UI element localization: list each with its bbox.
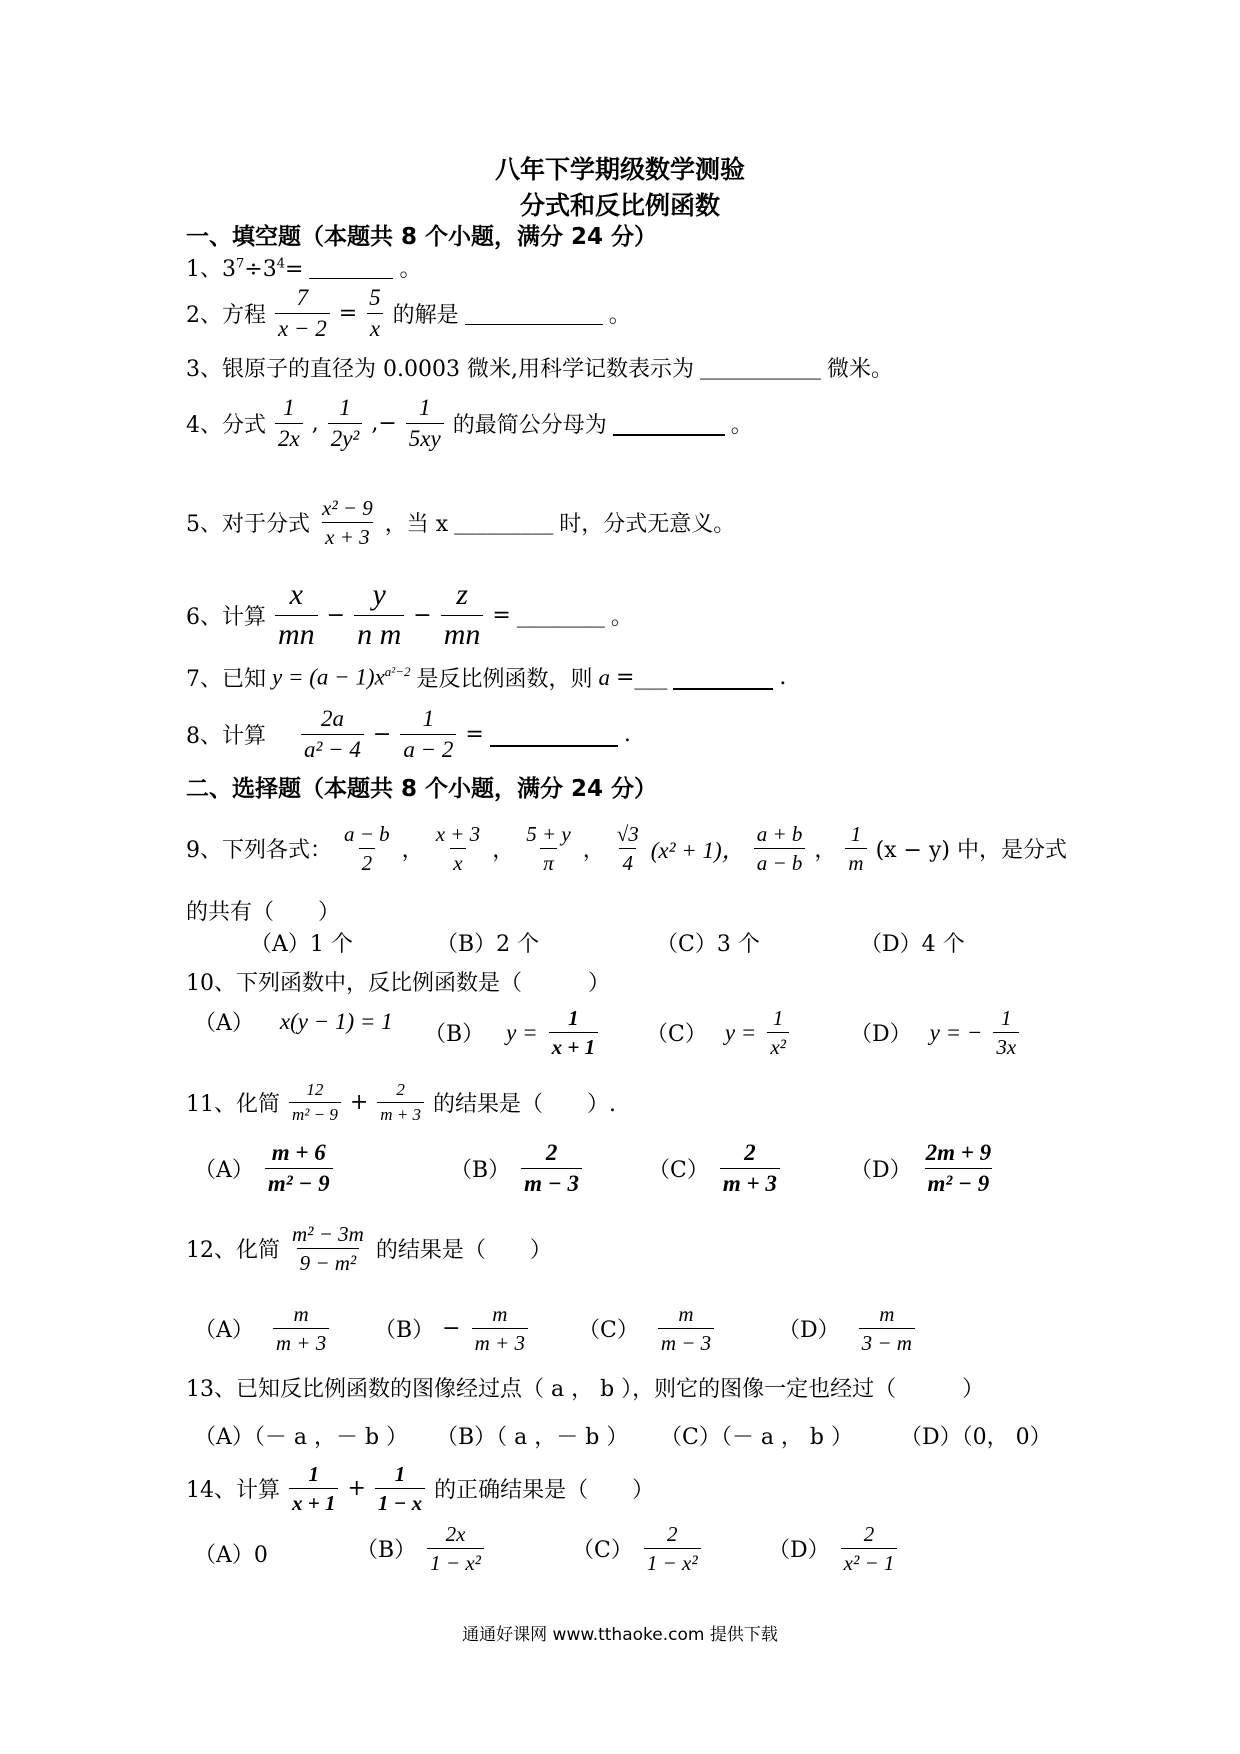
q12-option-a-fraction: $\frac{m}{m + 3}$ — [273, 1302, 329, 1355]
q4-answer-blank[interactable] — [613, 412, 725, 436]
q11-option-c[interactable] — [648, 1140, 783, 1198]
q9-option-d[interactable]: （D）4 个 — [860, 932, 965, 957]
question-11 — [186, 1080, 616, 1124]
q12-option-d-fraction: $\frac{m}{3 - m}$ — [859, 1302, 915, 1355]
q11-option-d[interactable] — [850, 1140, 997, 1198]
q12-option-d-label: （D） — [778, 1318, 840, 1344]
question-6 — [186, 578, 633, 652]
q10-option-c-label: （C） — [646, 1022, 707, 1048]
q9-option-b[interactable]: （B）2 个 — [436, 932, 540, 957]
q10-option-b[interactable] — [424, 1006, 601, 1059]
q14-option-b-fraction: $\frac{2x}{\text{1 − x²}}$ — [427, 1522, 484, 1575]
q1-answer-blank[interactable] — [309, 256, 393, 279]
q11-option-d-fraction: $\frac{2m + 9}{\text{m² − 9}}$ — [925, 1140, 992, 1197]
q10-option-d-label: （D） — [850, 1022, 912, 1048]
q13-option-c[interactable]: （C）（－ a ， b ） — [660, 1425, 854, 1450]
q1-prefix: 1、$3^7\div 3^4=$ — [186, 256, 304, 282]
q10-option-d[interactable] — [850, 1006, 1022, 1059]
footer-credit: 通通好课网 www.tthaoke.com 提供下载 — [462, 1625, 778, 1645]
q10-option-c[interactable] — [646, 1006, 792, 1059]
q14-option-d-fraction: $\frac{2}{\text{x² − 1}}$ — [841, 1522, 898, 1575]
q12-option-b[interactable] — [374, 1302, 531, 1355]
question-5 — [186, 496, 735, 549]
q9-fraction-3: $\frac{5 + y}{\pi}$ — [526, 822, 571, 876]
question-14 — [186, 1462, 654, 1515]
q10-option-a[interactable] — [194, 1006, 393, 1037]
q10-option-b-pre: y = — [506, 1019, 538, 1045]
q14-option-c[interactable] — [572, 1522, 704, 1575]
q9-fraction-4: $\frac{√3}{4}$ — [616, 822, 639, 876]
q10-option-b-label: （B） — [424, 1022, 485, 1048]
q14-option-d[interactable] — [768, 1522, 900, 1575]
q14-prefix: 14、计算 — [186, 1478, 280, 1504]
q10-option-c-fraction: $\frac{1}{\text{x²}}$ — [767, 1006, 789, 1059]
q13-option-b[interactable]: （B）（ a ，－ b ） — [436, 1425, 629, 1450]
q6-equals: = — [492, 602, 511, 628]
q9-fraction-1: $\frac{a - b}{2}$ — [344, 822, 390, 876]
q1-end: 。 — [399, 257, 422, 282]
q5-answer-blank[interactable]: _________ — [454, 510, 554, 536]
q11-option-a-fraction: $\frac{m + 6}{\text{m² − 9}}$ — [265, 1140, 333, 1198]
q9-option-a[interactable]: （A）1 个 — [250, 932, 353, 957]
q11-prefix: 11、化简 — [186, 1091, 280, 1117]
question-4 — [186, 395, 753, 453]
q7-end: . — [779, 665, 787, 690]
q2-equals: = — [338, 301, 358, 327]
q14-fraction-2: $\frac{1}{1 - x}$ — [375, 1462, 425, 1515]
q10-option-d-fraction: $\frac{1}{3x}$ — [993, 1006, 1019, 1059]
q11-option-c-fraction: $\frac{2}{m + 3}$ — [720, 1140, 780, 1198]
q10-option-d-pre: y = − — [929, 1019, 983, 1045]
q7-formula: $y = (a - 1)x^{a^2-2}$ — [272, 664, 411, 690]
page-title: 八年下学期级数学测验 — [494, 155, 745, 184]
q4-end: 。 — [730, 413, 753, 439]
q6-end: 。 — [610, 604, 633, 630]
q2-suffix: 的解是 — [392, 303, 459, 329]
q11-option-b[interactable] — [450, 1140, 585, 1198]
q9-option-c[interactable]: （C）3 个 — [656, 932, 760, 957]
q4-prefix: 4、分式 — [186, 413, 266, 439]
q7-answer-blank[interactable] — [673, 666, 773, 690]
q13-option-d[interactable]: （D）（0， 0） — [900, 1425, 1052, 1450]
q14-option-b-label: （B） — [356, 1538, 417, 1564]
q12-option-c-fraction: $\frac{m}{m - 3}$ — [658, 1302, 714, 1355]
q2-fraction-2: $\frac{5}{x}$ — [366, 285, 384, 343]
q8-fraction-1: $\frac{2a}{\text{a² − 4}}$ — [301, 706, 364, 764]
q7-prefix: 7、已知 — [186, 667, 266, 692]
q11-suffix: 的结果是（ ）. — [433, 1091, 617, 1117]
q14-option-a[interactable]: （A）0 — [194, 1543, 268, 1568]
q7-suffix: 是反比例函数，则 — [416, 667, 593, 692]
q8-answer-blank[interactable] — [490, 723, 618, 747]
q11-option-b-label: （B） — [450, 1158, 511, 1184]
q11-option-b-fraction: $\frac{2}{m - 3}$ — [521, 1140, 582, 1198]
q4-fraction-3: $\frac{1}{5xy}$ — [406, 395, 444, 453]
q3-answer-blank[interactable]: ___________ — [699, 355, 821, 380]
q13-text: 13、已知反比例函数的图像经过点（ a ， b ），则它的图像一定也经过（ ） — [186, 1377, 985, 1402]
q14-fraction-1: $\frac{1}{x + 1}$ — [289, 1462, 338, 1515]
q11-fraction-1: $\frac{12}{\text{m² − 9}}$ — [289, 1080, 341, 1124]
q7-var: a — [598, 664, 610, 690]
q6-answer-blank[interactable]: ________ — [516, 602, 605, 628]
q2-end: 。 — [608, 303, 631, 329]
question-7 — [186, 662, 786, 693]
q5-prefix: 5、对于分式 — [186, 512, 310, 538]
q4-fraction-1: $\frac{1}{2x}$ — [275, 395, 303, 453]
q12-option-b-fraction: $\frac{m}{m + 3}$ — [472, 1302, 528, 1355]
question-2 — [186, 285, 631, 343]
q9-fraction-2: $\frac{x + 3}{x}$ — [435, 822, 481, 876]
q10-option-a-label: （A） — [194, 1011, 254, 1036]
q12-option-c[interactable] — [578, 1302, 717, 1355]
q14-option-d-label: （D） — [768, 1538, 830, 1564]
q12-option-a-label: （A） — [194, 1318, 254, 1344]
question-9: 9、下列各式： $\frac{a - b}{2}$ ， $\frac{x + 3}{x}$ ， $\frac{5 + y}{\pi}$ ， $\frac{√3}{4}$ (x² + 1)， $\frac{a + b}{a - b}$ ， $\frac{1}{m}$ (x − y) 中，是分式 — [186, 822, 1067, 876]
section-heading-fill-in: 一、填空题（本题共 8 个小题，满分 24 分） — [186, 224, 658, 250]
question-8 — [186, 706, 631, 764]
q6-minus-1: − — [326, 602, 346, 628]
q4-fraction-2: $\frac{1}{\text{2y²}}$ — [328, 395, 363, 453]
q12-option-b-label: （B） — [374, 1318, 435, 1344]
q9-line-2: 的共有（ ） — [186, 900, 341, 925]
q5-mid: ，当 x — [384, 512, 449, 538]
q10-option-c-pre: y = — [724, 1019, 757, 1045]
q3-text: 3、银原子的直径为 0.0003 微米,用科学记数表示为 — [186, 357, 694, 382]
q13-option-a[interactable]: （A）（－ a ，－ b ） — [194, 1425, 409, 1450]
q8-prefix: 8、计算 — [186, 724, 266, 750]
q9-after-4: (x² + 1)， — [650, 838, 745, 864]
q12-option-d[interactable] — [778, 1302, 918, 1355]
q11-fraction-2: $\frac{2}{m + 3}$ — [377, 1080, 424, 1124]
q5-suffix: 时，分式无意义。 — [559, 512, 736, 538]
q12-prefix: 12、化简 — [186, 1238, 280, 1264]
q10-option-b-fraction: $\frac{1}{x + 1}$ — [549, 1006, 598, 1059]
q6-fraction-3: $\frac{z}{mn}$ — [441, 578, 484, 652]
q8-equals: = — [465, 722, 484, 748]
question-12 — [186, 1222, 552, 1275]
q10-option-a-expr: x(y − 1) = 1 — [279, 1008, 393, 1034]
q11-option-d-label: （D） — [850, 1158, 912, 1184]
q10-text: 10、下列函数中，反比例函数是（ ） — [186, 971, 610, 996]
q2-prefix: 2、方程 — [186, 303, 266, 329]
q14-option-c-fraction: $\frac{2}{\text{1 − x²}}$ — [644, 1522, 701, 1575]
q11-plus: + — [349, 1089, 369, 1115]
q12-suffix: 的结果是（ ） — [375, 1238, 552, 1264]
q12-option-a[interactable] — [194, 1302, 332, 1355]
q7-eq: =___ — [615, 665, 668, 690]
q8-fraction-2: $\frac{1}{a - 2}$ — [400, 706, 456, 764]
q11-option-a[interactable] — [194, 1140, 336, 1198]
question-3 — [186, 352, 893, 383]
q11-option-c-label: （C） — [648, 1158, 709, 1184]
q11-option-a-label: （A） — [194, 1158, 254, 1184]
q12-option-c-label: （C） — [578, 1318, 639, 1344]
q8-minus: − — [372, 722, 392, 748]
q2-fraction-1: $\frac{7}{x - 2}$ — [275, 285, 330, 343]
q3-end: 微米。 — [826, 357, 893, 382]
q12-fraction: $\frac{\text{m² − 3m}}{\text{9 − m²}}$ — [292, 1222, 364, 1276]
page-subtitle: 分式和反比例函数 — [519, 191, 720, 220]
q4-comma-1: , — [311, 411, 319, 437]
q9-fraction-5: $\frac{a + b}{a - b}$ — [754, 822, 806, 875]
q9-after-6: (x − y) 中，是分式 — [875, 838, 1067, 864]
section-heading-multiple-choice: 二、选择题（本题共 8 个小题，满分 24 分） — [186, 776, 658, 802]
q14-plus: + — [347, 1476, 366, 1502]
question-1 — [186, 252, 421, 283]
q5-fraction: $\frac{\text{x² − 9}}{x + 3}$ — [322, 496, 373, 550]
q6-prefix: 6、计算 — [186, 604, 266, 630]
q9-fraction-6: $\frac{1}{m}$ — [845, 822, 866, 875]
q4-suffix: 的最简公分母为 — [452, 413, 607, 439]
q2-answer-blank[interactable] — [465, 302, 603, 325]
q9-prefix: 9、下列各式： — [186, 838, 332, 864]
q4-comma-2: ,− — [371, 411, 397, 437]
q14-option-c-label: （C） — [572, 1538, 633, 1564]
q6-fraction-1: $\frac{x}{mn}$ — [275, 578, 318, 652]
q6-fraction-2: $\frac{y}{\text{n m}}$ — [354, 578, 404, 652]
q14-suffix: 的正确结果是（ ） — [434, 1478, 655, 1504]
q6-minus-2: − — [413, 602, 432, 628]
q14-option-b[interactable] — [356, 1522, 487, 1575]
q12-option-b-pre: − — [442, 1316, 461, 1342]
q8-end: . — [623, 722, 631, 748]
